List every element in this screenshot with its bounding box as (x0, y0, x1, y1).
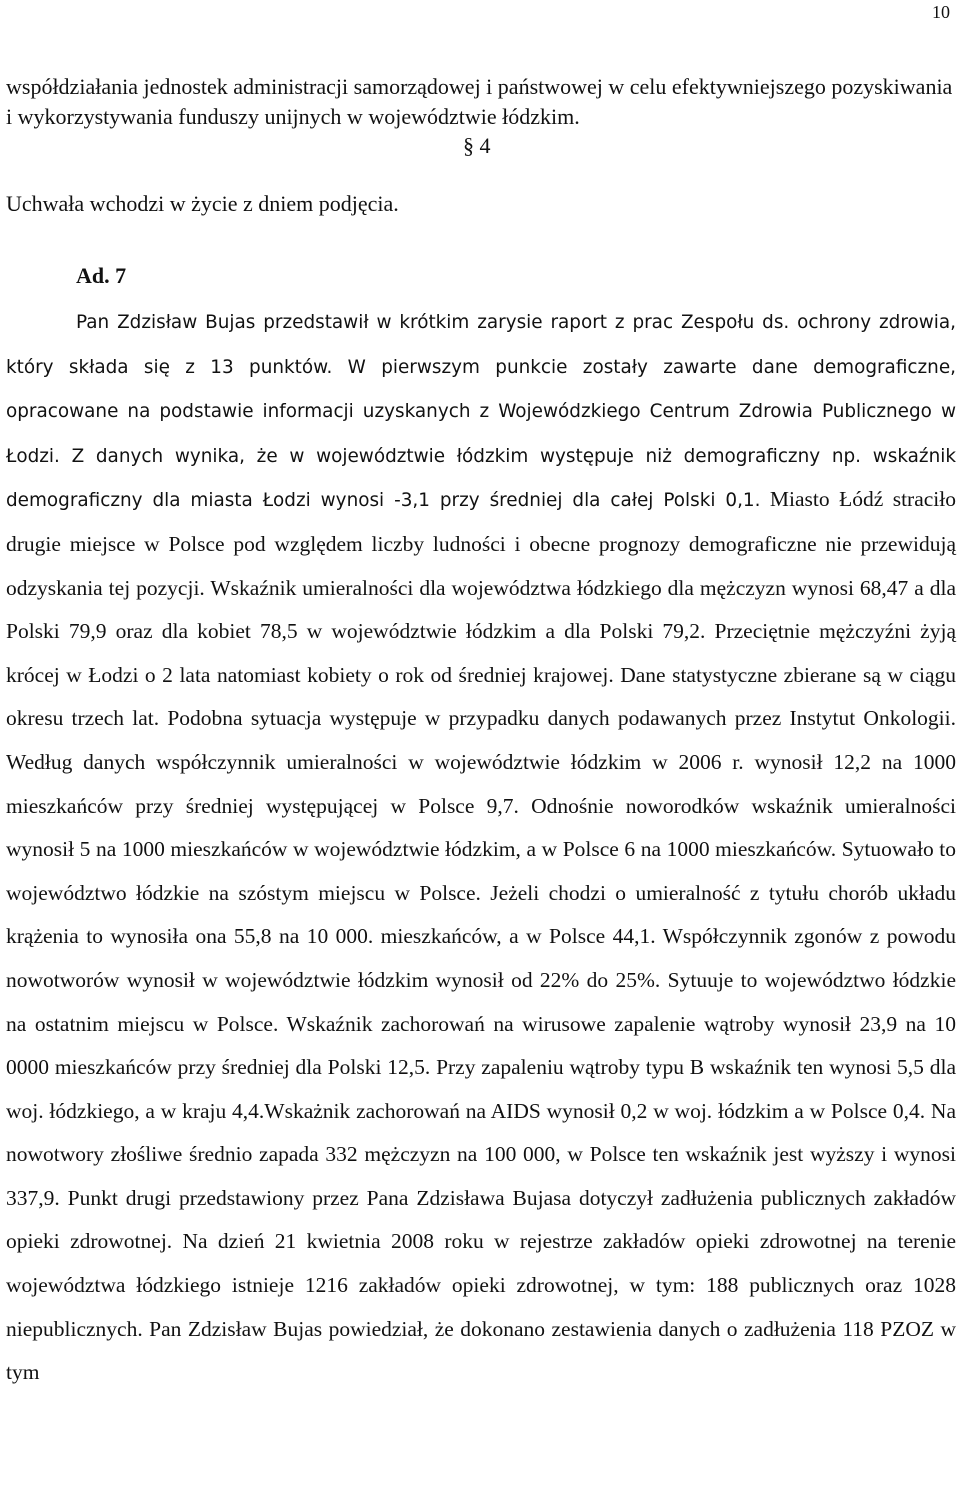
report-paragraph-sans-part: Pan Zdzisław Bujas przedstawił w krótkim zarysie raport z prac Zespołu ds. ochrony zdrowia, który składa się z 13 punktów. W pierwszym punkcie zostały zawarte dane demograficzne, opracowane na podstawie informacji uzyskanych z Wojewódzkiego Centrum Zdrowia Publicznego w Łodzi. Z danych wynika, że w województwie łódzkim występuje niż demograficzny np. wskaźnik demograficzny dla miasta Łodzi wynosi -3,1 przy średniej dla całej Polski 0,1. (6, 312, 956, 512)
intro-paragraph: współdziałania jednostek administracji samorządowej i państwowej w celu efektywniejszego pozyskiwania i wykorzystywania funduszy unijnych w województwie łódzkim. (6, 74, 953, 129)
agenda-item-heading: Ad. 7 (76, 263, 127, 288)
closing-sentence: Uchwała wchodzi w życie z dniem podjęcia. (6, 191, 399, 216)
section-mark: § 4 (463, 133, 491, 158)
report-paragraph (6, 300, 956, 1395)
page-number: 10 (932, 2, 950, 22)
report-paragraph-serif-part: Miasto Łódź straciło drugie miejsce w Polsce pod względem liczby ludności i obecne prognozy demograficzne nie przewidują odzyskania tej pozycji. Wskaźnik umieralności dla województwa łódzkiego dla mężczyzn wynosi 68,47 a dla Polski 79,9 oraz dla kobiet 78,5 w województwie łódzkim a dla Polski 79,2. Przeciętnie mężczyźni żyją krócej w Łodzi o 2 lata natomiast kobiety o rok od średniej krajowej. Dane statystyczne zbierane są w ciągu okresu trzech lat. Podobna sytuacja występuje w przypadku danych podawanych przez Instytut Onkologii. Według danych współczynnik umieralności w województwie łódzkim w 2006 r. wynosił 12,2 na 1000 mieszkańców przy średniej występującej w Polsce 9,7. Odnośnie noworodków wskaźnik umieralności wynosił 5 na 1000 mieszkańców w województwie łódzkim, a w Polsce 6 na 1000 mieszkańców. Sytuowało to województwo łódzkie na szóstym miejscu w Polsce. Jeżeli chodzi o umieralność z tytułu chorób układu krążenia to wynosiła ona 55,8 na 10 000. mieszkańców, a w Polsce 44,1. Współczynnik zgonów z powodu nowotworów wynosił w województwie łódzkim wynosił od 22% do 25%. Sytuuje to województwo łódzkie na ostatnim miejscu w Polsce. Wskaźnik zachorowań na wirusowe zapalenie wątroby wynosił 23,9 na 10 0000 mieszkańców przy średniej dla Polski 12,5. Przy zapaleniu wątroby typu B wskaźnik ten wynosi 5,5 dla woj. łódzkiego, a w kraju 4,4.Wskażnik zachorowań na AIDS wynosił 0,2 w woj. łódzkim a w Polsce 0,4. Na nowotwory złośliwe średnio zapada 332 mężczyzn na 100 000, w Polsce ten wskaźnik jest wyższy i wynosi 337,9. Punkt drugi przedstawiony przez Pana Zdzisława Bujasa dotyczył zadłużenia publicznych zakładów opieki zdrowotnej. Na dzień 21 kwietnia 2008 roku w rejestrze zakładów opieki zdrowotnej na terenie województwa łódzkiego istnieje 1216 zakładów opieki zdrowotnej, w tym: 188 publicznych oraz 1028 niepublicznych. Pan Zdzisław Bujas powiedział, że dokonano zestawienia danych o zadłużenia 118 PZOZ w tym (6, 487, 956, 1385)
